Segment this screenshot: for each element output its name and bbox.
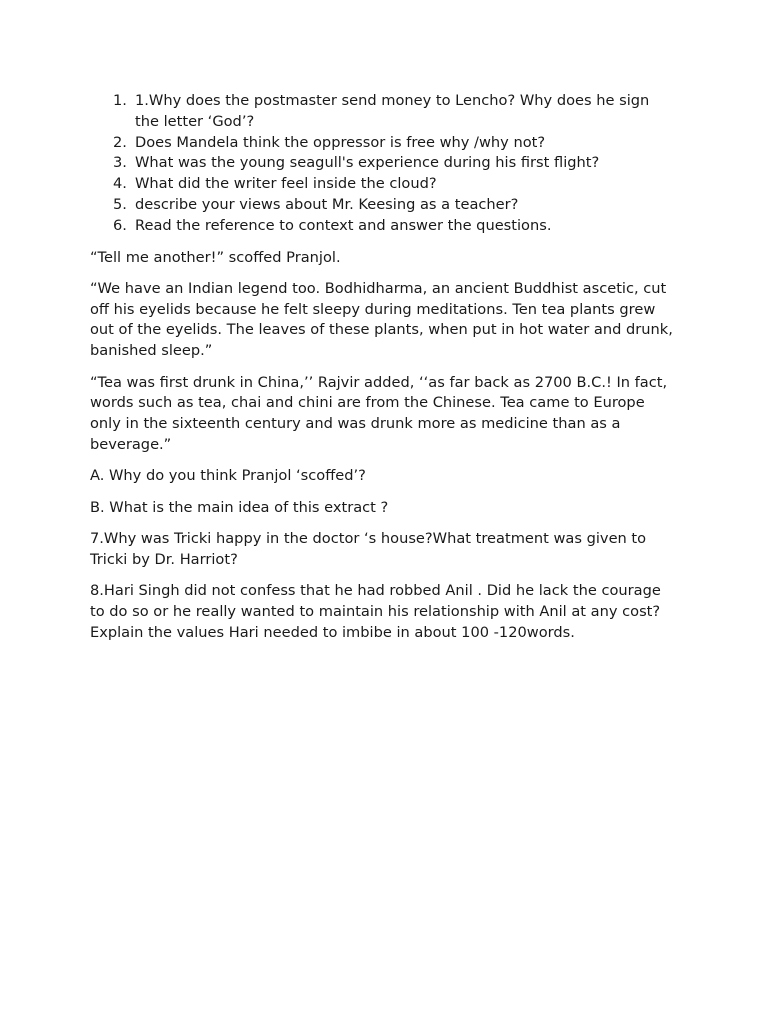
question-8: 8.Hari Singh did not confess that he had robbed Anil . Did he lack the courage to do so or he really wanted to maintain his relationship with Anil at any cost? Explain the values Hari needed to imbibe in about 100 -120words.	[90, 581, 661, 641]
list-item	[90, 195, 675, 216]
list-item	[90, 174, 675, 195]
list-item-number: 5.	[113, 195, 127, 213]
list-item-text: What did the writer feel inside the cloud?	[135, 175, 437, 193]
list-item-text: describe your views about Mr. Keesing as a teacher?	[135, 195, 519, 213]
list-item	[90, 216, 675, 237]
list-item	[90, 133, 675, 154]
list-item-number: 1.	[113, 92, 127, 109]
sub-question-b: B. What is the main idea of this extract ?	[90, 498, 389, 516]
question-list	[90, 91, 675, 237]
list-item-number: 3.	[113, 154, 127, 172]
question-7: 7.Why was Tricki happy in the doctor ‘s house?What treatment was given to Tricki by Dr. Harriot?	[90, 529, 647, 568]
list-item-text: Does Mandela think the oppressor is free why /why not?	[135, 133, 546, 151]
list-item	[90, 91, 675, 133]
list-item-number: 4.	[113, 175, 127, 193]
extract-paragraph-3: “Tea was first drunk in China,’’ Rajvir added, ‘‘as far back as 2700 B.C.! In fact, words such as tea, chai and chini are from the Chinese. Tea came to Europe only in the sixteenth century and was drunk more as medicine than as a beverage.”	[90, 373, 668, 453]
extract-line-1: “Tell me another!” scoffed Pranjol.	[90, 248, 341, 266]
document-page	[90, 91, 675, 654]
list-item-number: 2.	[113, 133, 127, 151]
sub-question-a: A. Why do you think Pranjol ‘scoffed’?	[90, 467, 366, 485]
extract-paragraph-2: “We have an Indian legend too. Bodhidharma, an ancient Buddhist ascetic, cut off his eyelids because he felt sleepy during meditations. Ten tea plants grew out of the eyelids. The leaves of these plants, when put in hot water and drunk, banished sleep.”	[90, 279, 673, 360]
list-item-text: 1.Why does the postmaster send money to Lencho? Why does he sign the letter ‘God’?	[135, 92, 650, 130]
list-item	[90, 153, 675, 174]
list-item-text: What was the young seagull's experience during his first flight?	[135, 154, 600, 172]
list-item-number: 6.	[113, 216, 127, 234]
list-item-text: Read the reference to context and answer the questions.	[135, 216, 552, 234]
